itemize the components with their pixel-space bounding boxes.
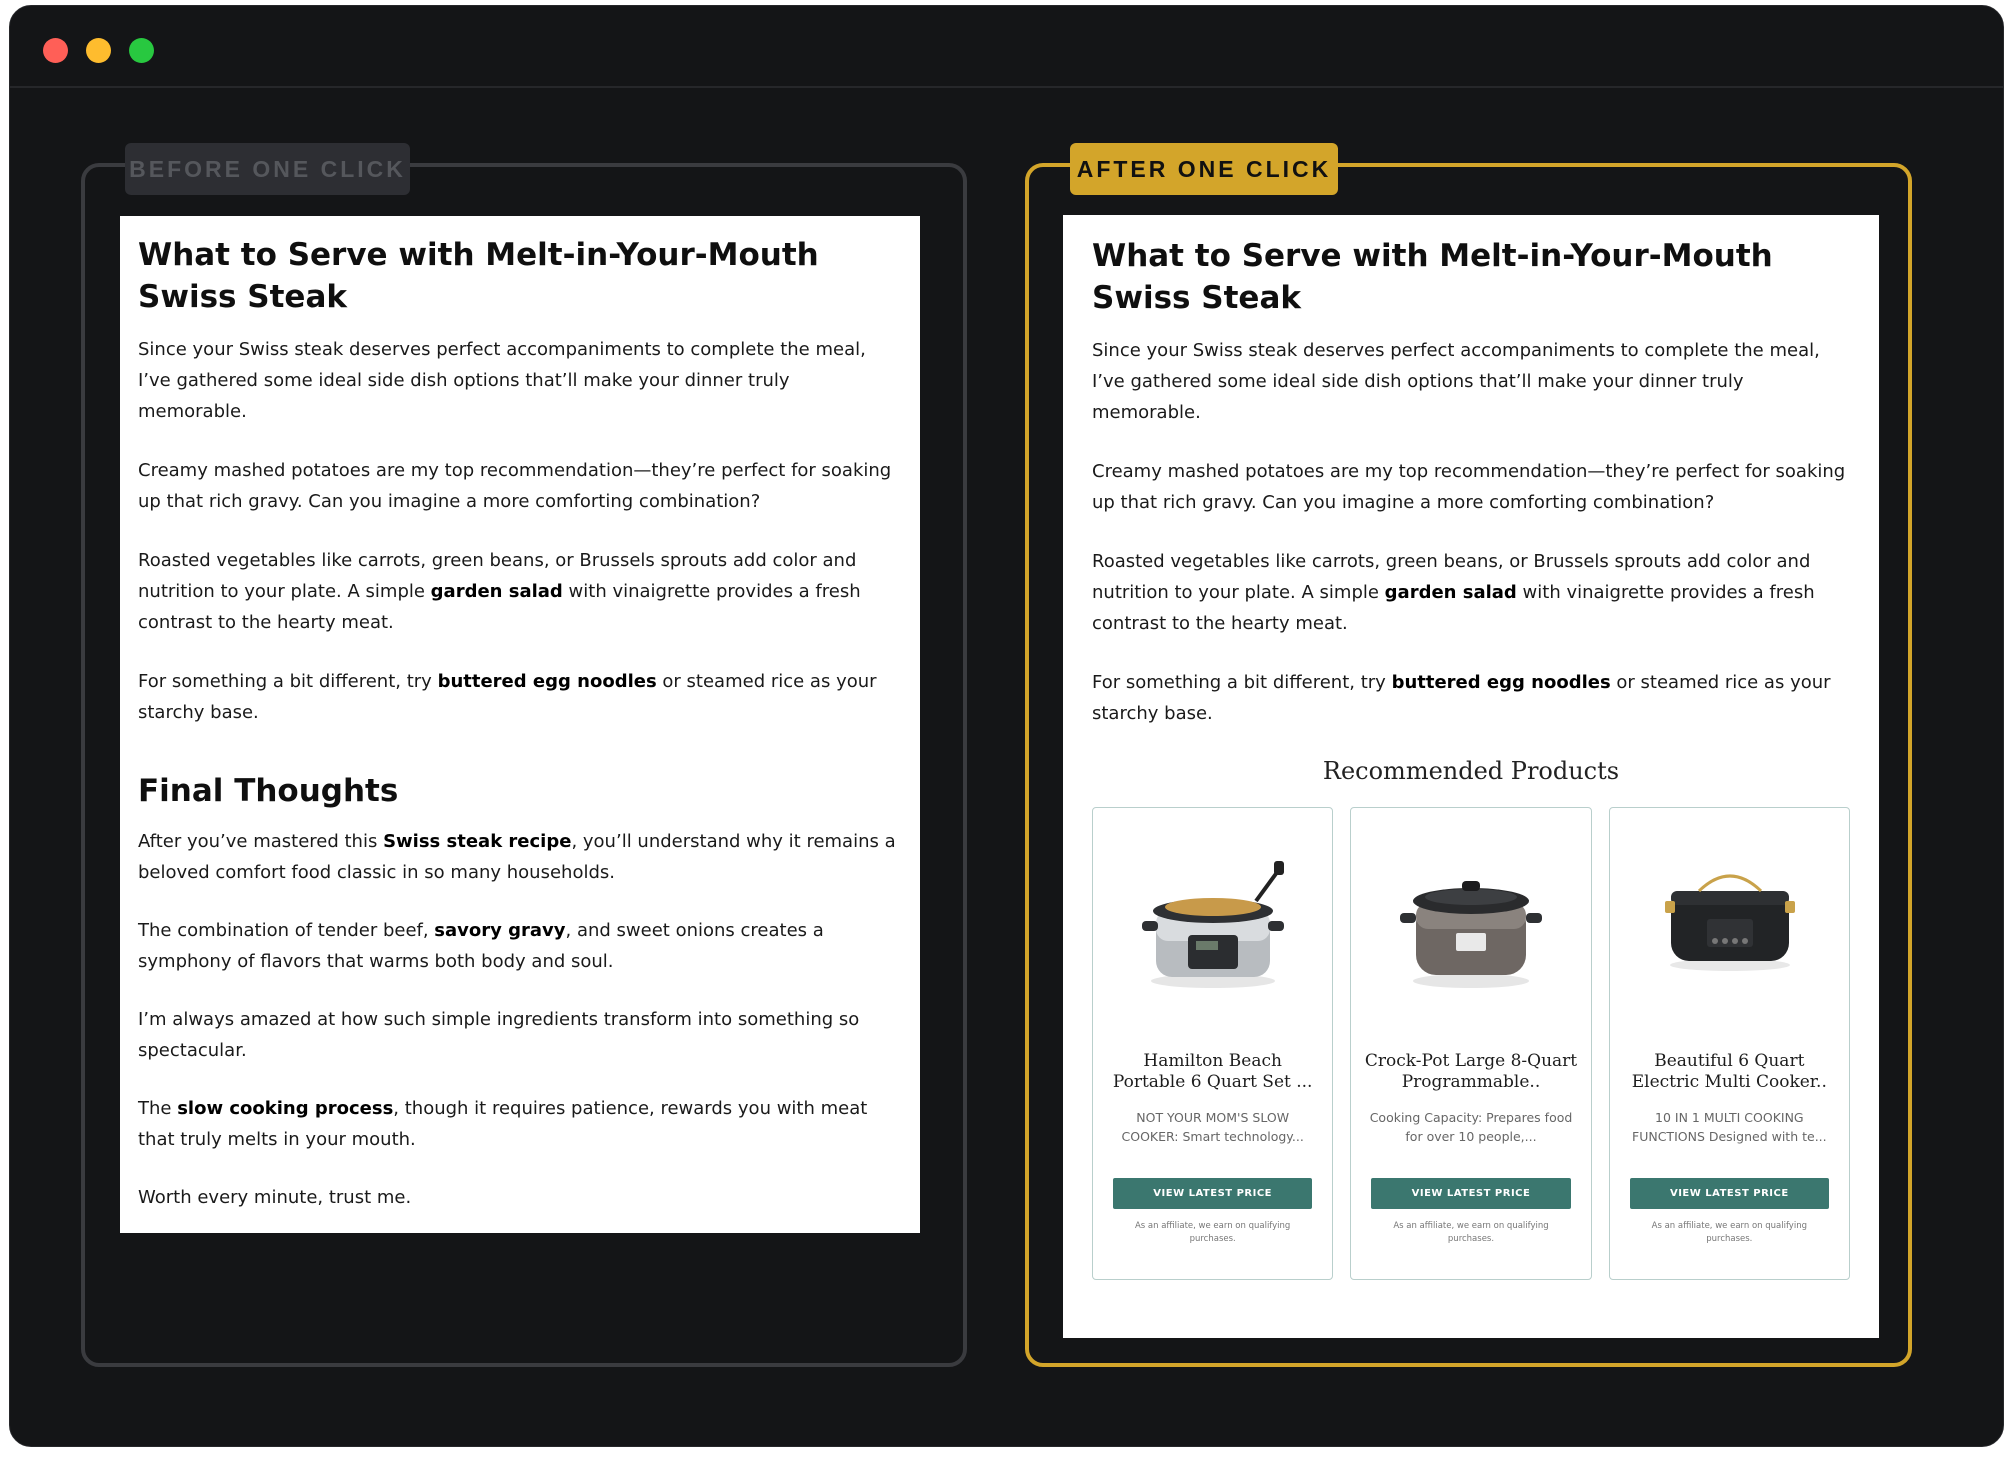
affiliate-disclaimer: As an affiliate, we earn on qualifying purchases. <box>1134 1221 1291 1244</box>
bold-link-savory-gravy[interactable]: savory gravy <box>434 920 566 941</box>
affiliate-disclaimer: As an affiliate, we earn on qualifying purchases. <box>1651 1221 1807 1244</box>
paragraph: Roasted vegetables like carrots, green beans, or Brussels sprouts add color and nutrition to your plate. A simple garden salad with vinaigrette provides a fresh contrast to the hearty meat. <box>1092 551 1815 634</box>
product-name[interactable]: Hamilton Beach Portable 6 Quart Set ... <box>1112 1051 1313 1092</box>
paragraph: Worth every minute, trust me. <box>138 1187 412 1208</box>
title-bar <box>10 6 2003 88</box>
before-badge: BEFORE ONE CLICK <box>125 143 410 195</box>
close-window-button[interactable] <box>43 38 68 63</box>
recommended-products-title: Recommended Products <box>1322 757 1620 785</box>
product-card[interactable] <box>1350 807 1591 1280</box>
product-name[interactable]: Beautiful 6 Quart Electric Multi Cooker.. <box>1631 1051 1827 1092</box>
silver-slow-cooker-image[interactable] <box>1123 848 1303 998</box>
product-description: NOT YOUR MOM'S SLOW COOKER: Smart technology... <box>1121 1110 1304 1144</box>
paragraph: The slow cooking process, though it requires patience, rewards you with meat that truly melts in your mouth. <box>138 1098 868 1150</box>
bold-link-swiss-steak-recipe[interactable]: Swiss steak recipe <box>383 831 572 852</box>
article-heading: What to Serve with Melt-in-Your-Mouth Swiss Steak <box>1092 238 1773 316</box>
paragraph: The combination of tender beef, savory gravy, and sweet onions creates a symphony of flavors that warms both body and soul. <box>138 920 824 972</box>
view-latest-price-button[interactable]: VIEW LATEST PRICE <box>1113 1178 1312 1209</box>
paragraph: Creamy mashed potatoes are my top recommendation—they’re perfect for soaking up that rich gravy. Can you imagine a more comforting combination? <box>138 460 892 512</box>
product-description: Cooking Capacity: Prepares food for over 10 people,... <box>1369 1110 1573 1144</box>
paragraph: I’m always amazed at how such simple ingredients transform into something so spectacular. <box>138 1009 860 1061</box>
paragraph: For something a bit different, try buttered egg noodles or steamed rice as your starchy base. <box>1092 672 1831 724</box>
minimize-window-button[interactable] <box>86 38 111 63</box>
paragraph: For something a bit different, try buttered egg noodles or steamed rice as your starchy base. <box>138 671 877 723</box>
product-description: 10 IN 1 MULTI COOKING FUNCTIONS Designed with te... <box>1632 1110 1827 1144</box>
article-heading: What to Serve with Melt-in-Your-Mouth Swiss Steak <box>138 237 819 315</box>
after-article <box>1063 215 1879 1338</box>
product-card[interactable] <box>1092 807 1333 1280</box>
bold-link-buttered-egg-noodles[interactable]: buttered egg noodles <box>437 671 657 692</box>
product-cards <box>1092 807 1850 1280</box>
before-article <box>120 216 920 1233</box>
affiliate-disclaimer: As an affiliate, we earn on qualifying purchases. <box>1393 1221 1549 1244</box>
paragraph: After you’ve mastered this Swiss steak recipe, you’ll understand why it remains a beloved comfort food classic in so many households. <box>138 831 896 883</box>
maximize-window-button[interactable] <box>129 38 154 63</box>
paragraph: Since your Swiss steak deserves perfect accompaniments to complete the meal, I’ve gathered some ideal side dish options that’ll make your dinner truly memorable. <box>1092 340 1820 423</box>
bold-link-garden-salad[interactable]: garden salad <box>430 581 563 602</box>
bold-link-slow-cooking-process[interactable]: slow cooking process <box>177 1098 394 1119</box>
view-latest-price-button[interactable]: VIEW LATEST PRICE <box>1371 1178 1570 1209</box>
black-multi-cooker-image[interactable] <box>1640 848 1820 998</box>
bold-link-buttered-egg-noodles[interactable]: buttered egg noodles <box>1391 672 1611 693</box>
product-card[interactable] <box>1609 807 1850 1280</box>
bold-link-garden-salad[interactable]: garden salad <box>1384 582 1517 603</box>
after-badge: AFTER ONE CLICK <box>1070 143 1338 195</box>
product-name[interactable]: Crock-Pot Large 8-Quart Programmable.. <box>1364 1051 1578 1092</box>
paragraph: Creamy mashed potatoes are my top recommendation—they’re perfect for soaking up that rich gravy. Can you imagine a more comforting combination? <box>1092 461 1846 513</box>
paragraph: Since your Swiss steak deserves perfect accompaniments to complete the meal, I’ve gathered some ideal side dish options that’ll make your dinner truly memorable. <box>138 339 866 422</box>
paragraph: Roasted vegetables like carrots, green beans, or Brussels sprouts add color and nutrition to your plate. A simple garden salad with vinaigrette provides a fresh contrast to the hearty meat. <box>138 550 861 633</box>
final-thoughts-heading: Final Thoughts <box>138 773 399 809</box>
dark-slow-cooker-image[interactable] <box>1381 848 1561 998</box>
view-latest-price-button[interactable]: VIEW LATEST PRICE <box>1630 1178 1829 1209</box>
